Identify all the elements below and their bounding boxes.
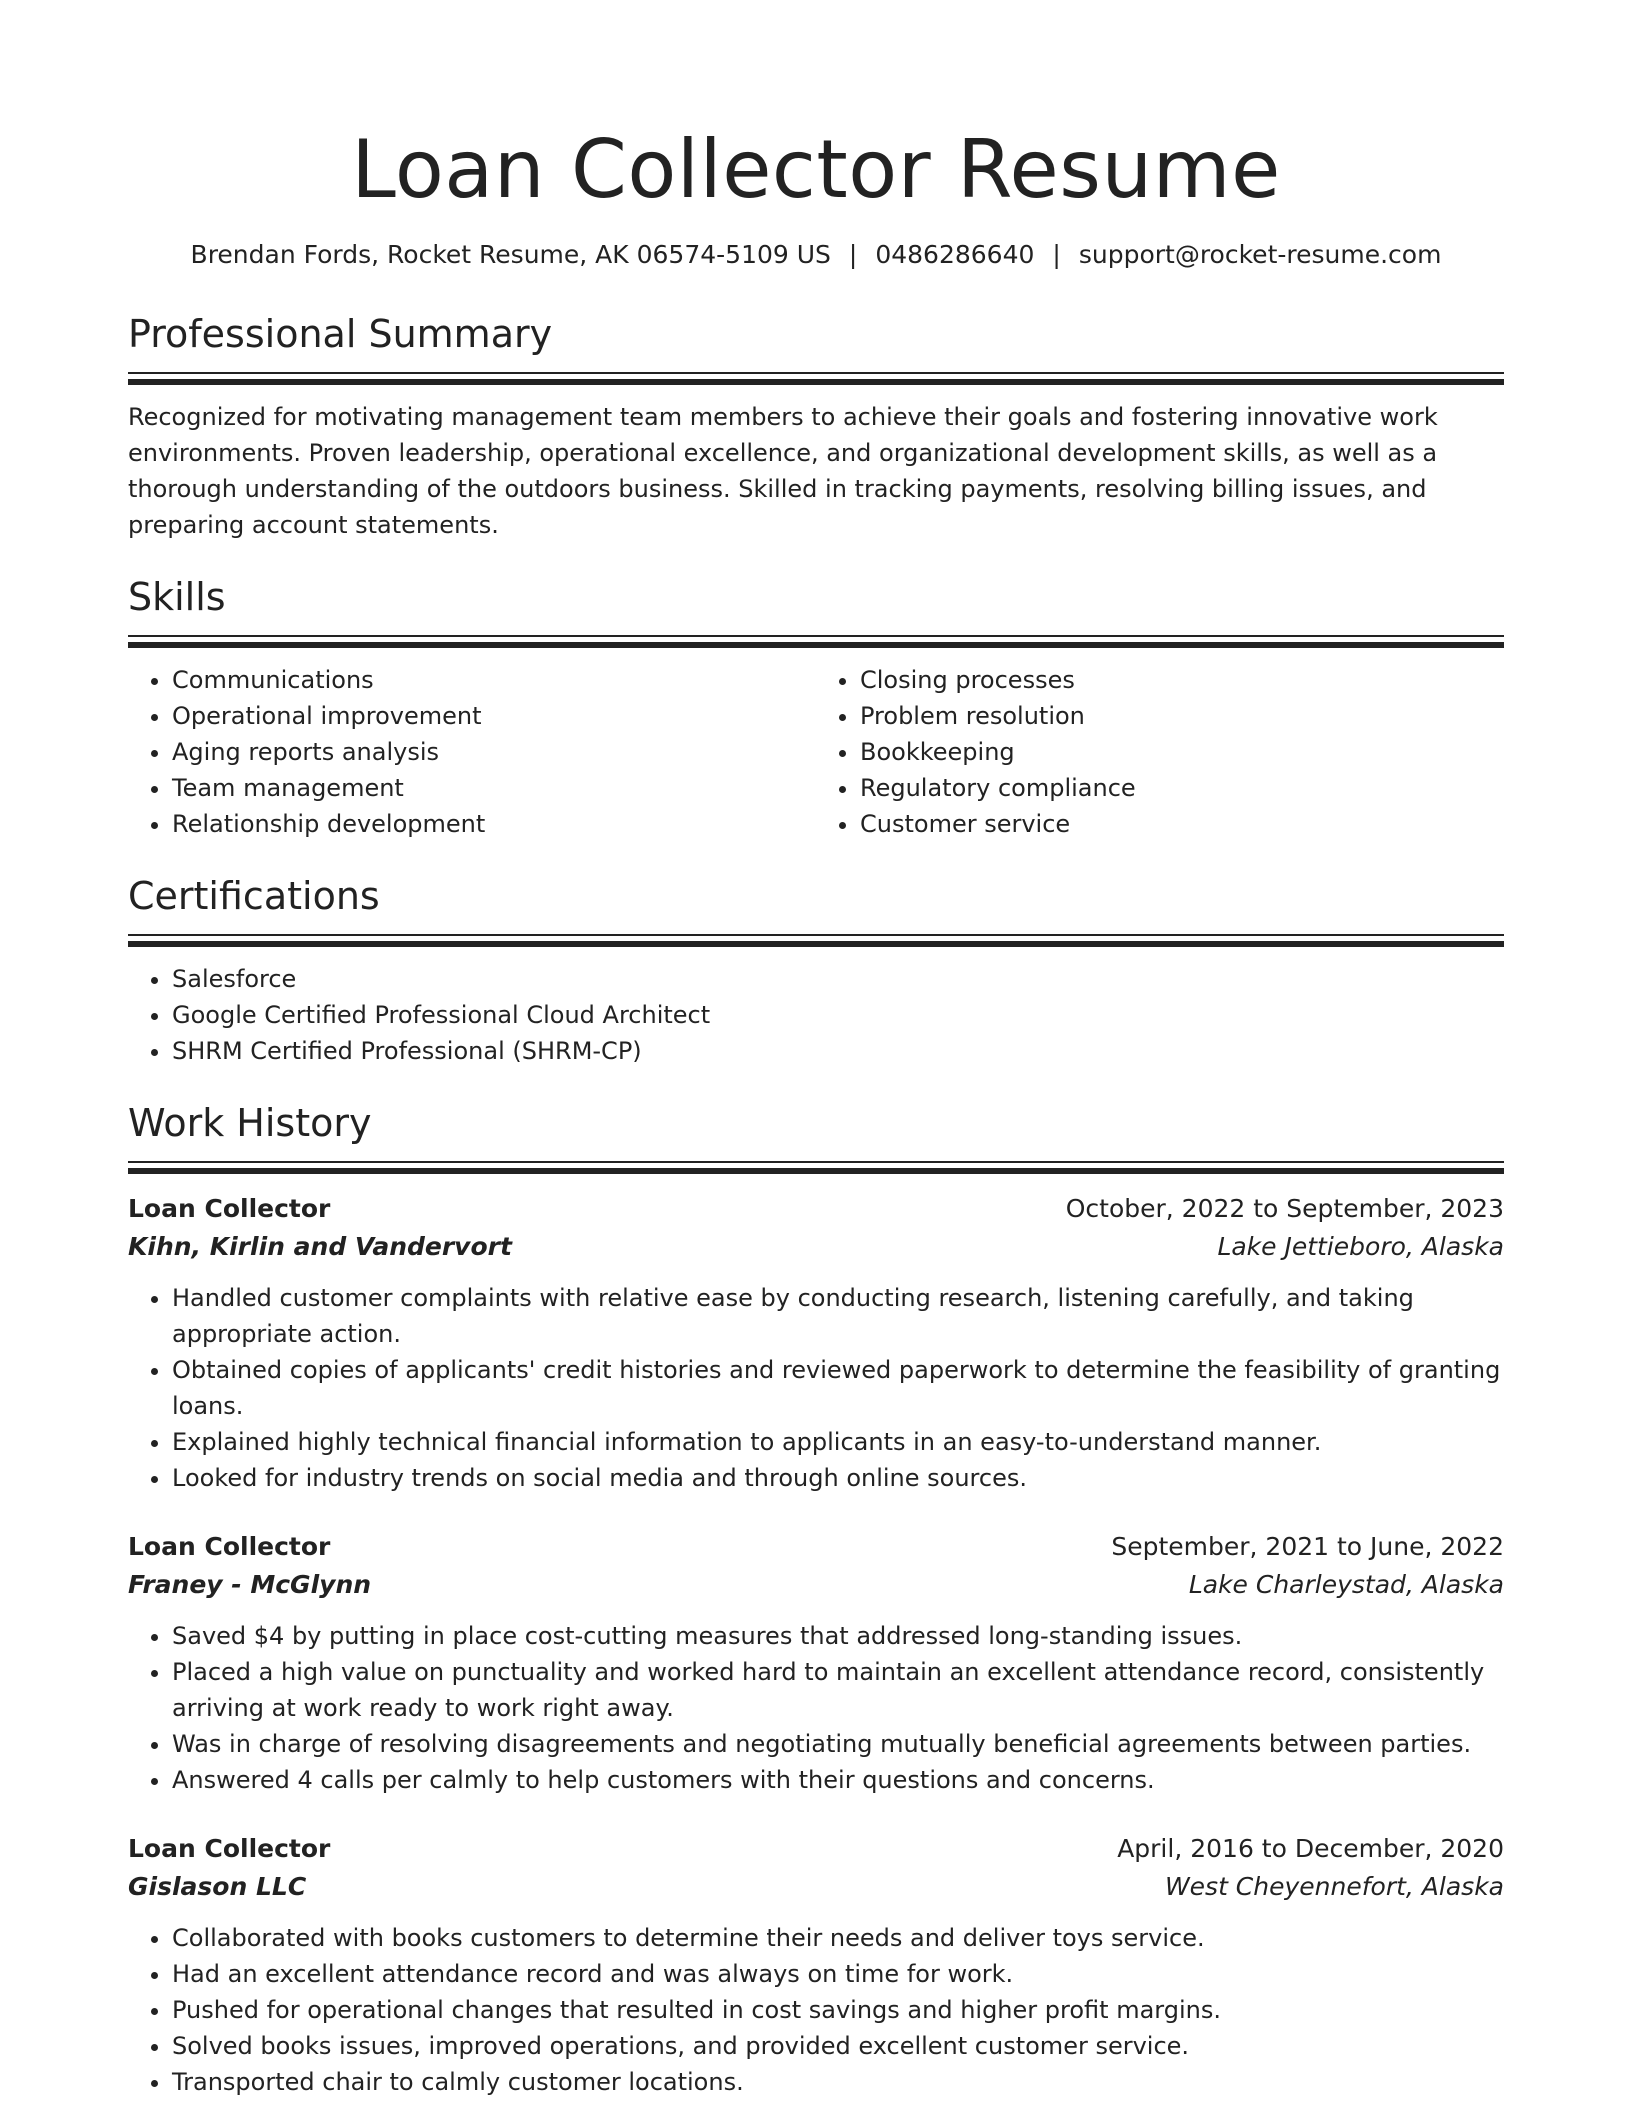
job-company-row <box>128 1868 1504 1906</box>
skill-item: • Bookkeeping <box>860 734 1504 770</box>
job-company-row <box>128 1566 1504 1604</box>
job-duty-item: • Transported chair to calmly customer locations. <box>172 2064 1504 2100</box>
certification-item: • Salesforce <box>172 961 1504 997</box>
job-duty-item: • Solved books issues, improved operations, and provided excellent customer service. <box>172 2028 1504 2064</box>
section-divider <box>128 372 1504 385</box>
resume-title: Loan Collector Resume <box>351 123 1281 216</box>
job-duty-item: • Handled customer complaints with relative ease by conducting research, listening carefully, and taking appropriate action. <box>172 1280 1504 1352</box>
summary-section <box>128 310 1504 543</box>
certifications-section <box>128 872 1504 1069</box>
job-title: Loan Collector <box>128 1194 331 1223</box>
job-title: Loan Collector <box>128 1532 331 1561</box>
job-header-row <box>128 1528 1504 1566</box>
skill-item: • Problem resolution <box>860 698 1504 734</box>
section-divider <box>128 1161 1504 1174</box>
job-duty-item: • Looked for industry trends on social media and through online sources. <box>172 1460 1504 1496</box>
skill-item: • Aging reports analysis <box>172 734 816 770</box>
resume-page <box>128 0 1504 2100</box>
job-header-row <box>128 1830 1504 1868</box>
skill-item: • Team management <box>172 770 816 806</box>
job-duty-item: • Explained highly technical financial information to applicants in an easy-to-understand manner. <box>172 1424 1504 1460</box>
job-duty-item: • Saved $4 by putting in place cost-cutting measures that addressed long-standing issues. <box>172 1618 1504 1654</box>
skill-item: • Relationship development <box>172 806 816 842</box>
job-entry <box>128 1830 1504 2100</box>
certifications-heading: Certifications <box>128 874 380 918</box>
skills-list-left <box>128 662 816 842</box>
job-company: Gislason LLC <box>128 1872 307 1901</box>
certification-item: • SHRM Certified Professional (SHRM-CP) <box>172 1033 1504 1069</box>
job-dates: October, 2022 to September, 2023 <box>1065 1194 1504 1223</box>
job-location: Lake Charleystad, Alaska <box>1188 1570 1504 1599</box>
certification-item: • Google Certified Professional Cloud Architect <box>172 997 1504 1033</box>
skills-list-right <box>816 662 1504 842</box>
contact-separator: | <box>848 240 858 269</box>
skills-heading: Skills <box>128 575 226 619</box>
certifications-list <box>128 961 1504 1069</box>
job-duty-item: • Pushed for operational changes that resulted in cost savings and higher profit margins. <box>172 1992 1504 2028</box>
job-company-row <box>128 1228 1504 1266</box>
section-divider <box>128 934 1504 947</box>
job-company: Franey - McGlynn <box>128 1570 372 1599</box>
skills-section <box>128 573 1504 842</box>
job-title: Loan Collector <box>128 1834 331 1863</box>
skills-grid <box>128 662 1504 842</box>
job-location: Lake Jettieboro, Alaska <box>1217 1232 1504 1261</box>
job-duty-item: • Answered 4 calls per calmly to help customers with their questions and concerns. <box>172 1762 1504 1798</box>
job-duties-list <box>128 1920 1504 2100</box>
job-location: West Cheyennefort, Alaska <box>1164 1872 1504 1901</box>
contact-line <box>128 238 1504 272</box>
skill-item: • Closing processes <box>860 662 1504 698</box>
summary-heading: Professional Summary <box>128 312 553 356</box>
skill-item: • Customer service <box>860 806 1504 842</box>
job-entry <box>128 1528 1504 1798</box>
work-history-section <box>128 1099 1504 2100</box>
skill-item: • Operational improvement <box>172 698 816 734</box>
job-dates: September, 2021 to June, 2022 <box>1111 1532 1504 1561</box>
contact-separator: | <box>1052 240 1061 269</box>
contact-phone: 0486286640 <box>875 240 1035 269</box>
job-duty-item: • Placed a high value on punctuality and worked hard to maintain an excellent attendance record, consistently arriving at work ready to work right away. <box>172 1654 1504 1726</box>
job-header-row <box>128 1190 1504 1228</box>
contact-email[interactable]: support@rocket-resume.com <box>1078 240 1442 269</box>
job-entry <box>128 1190 1504 1496</box>
job-duty-item: • Had an excellent attendance record and was always on time for work. <box>172 1956 1504 1992</box>
job-duties-list <box>128 1280 1504 1496</box>
summary-text: Recognized for motivating management team members to achieve their goals and fostering innovative work environments. Proven leadership, operational excellence, and organizational development skills, as well as a thorough understanding of the outdoors business. Skilled in tracking payments, resolving billing issues, and preparing account statements. <box>128 403 1438 539</box>
job-company: Kihn, Kirlin and Vandervort <box>128 1232 512 1261</box>
job-duty-item: • Obtained copies of applicants' credit histories and reviewed paperwork to determine the feasibility of granting loans. <box>172 1352 1504 1424</box>
job-duty-item: • Was in charge of resolving disagreements and negotiating mutually beneficial agreements between parties. <box>172 1726 1504 1762</box>
contact-address: Brendan Fords, Rocket Resume, AK 06574-5109 US <box>190 240 831 269</box>
section-divider <box>128 635 1504 648</box>
job-duties-list <box>128 1618 1504 1798</box>
work-history-heading: Work History <box>128 1101 372 1145</box>
skill-item: • Communications <box>172 662 816 698</box>
job-dates: April, 2016 to December, 2020 <box>1117 1834 1504 1863</box>
job-duty-item: • Collaborated with books customers to determine their needs and deliver toys service. <box>172 1920 1504 1956</box>
skill-item: • Regulatory compliance <box>860 770 1504 806</box>
